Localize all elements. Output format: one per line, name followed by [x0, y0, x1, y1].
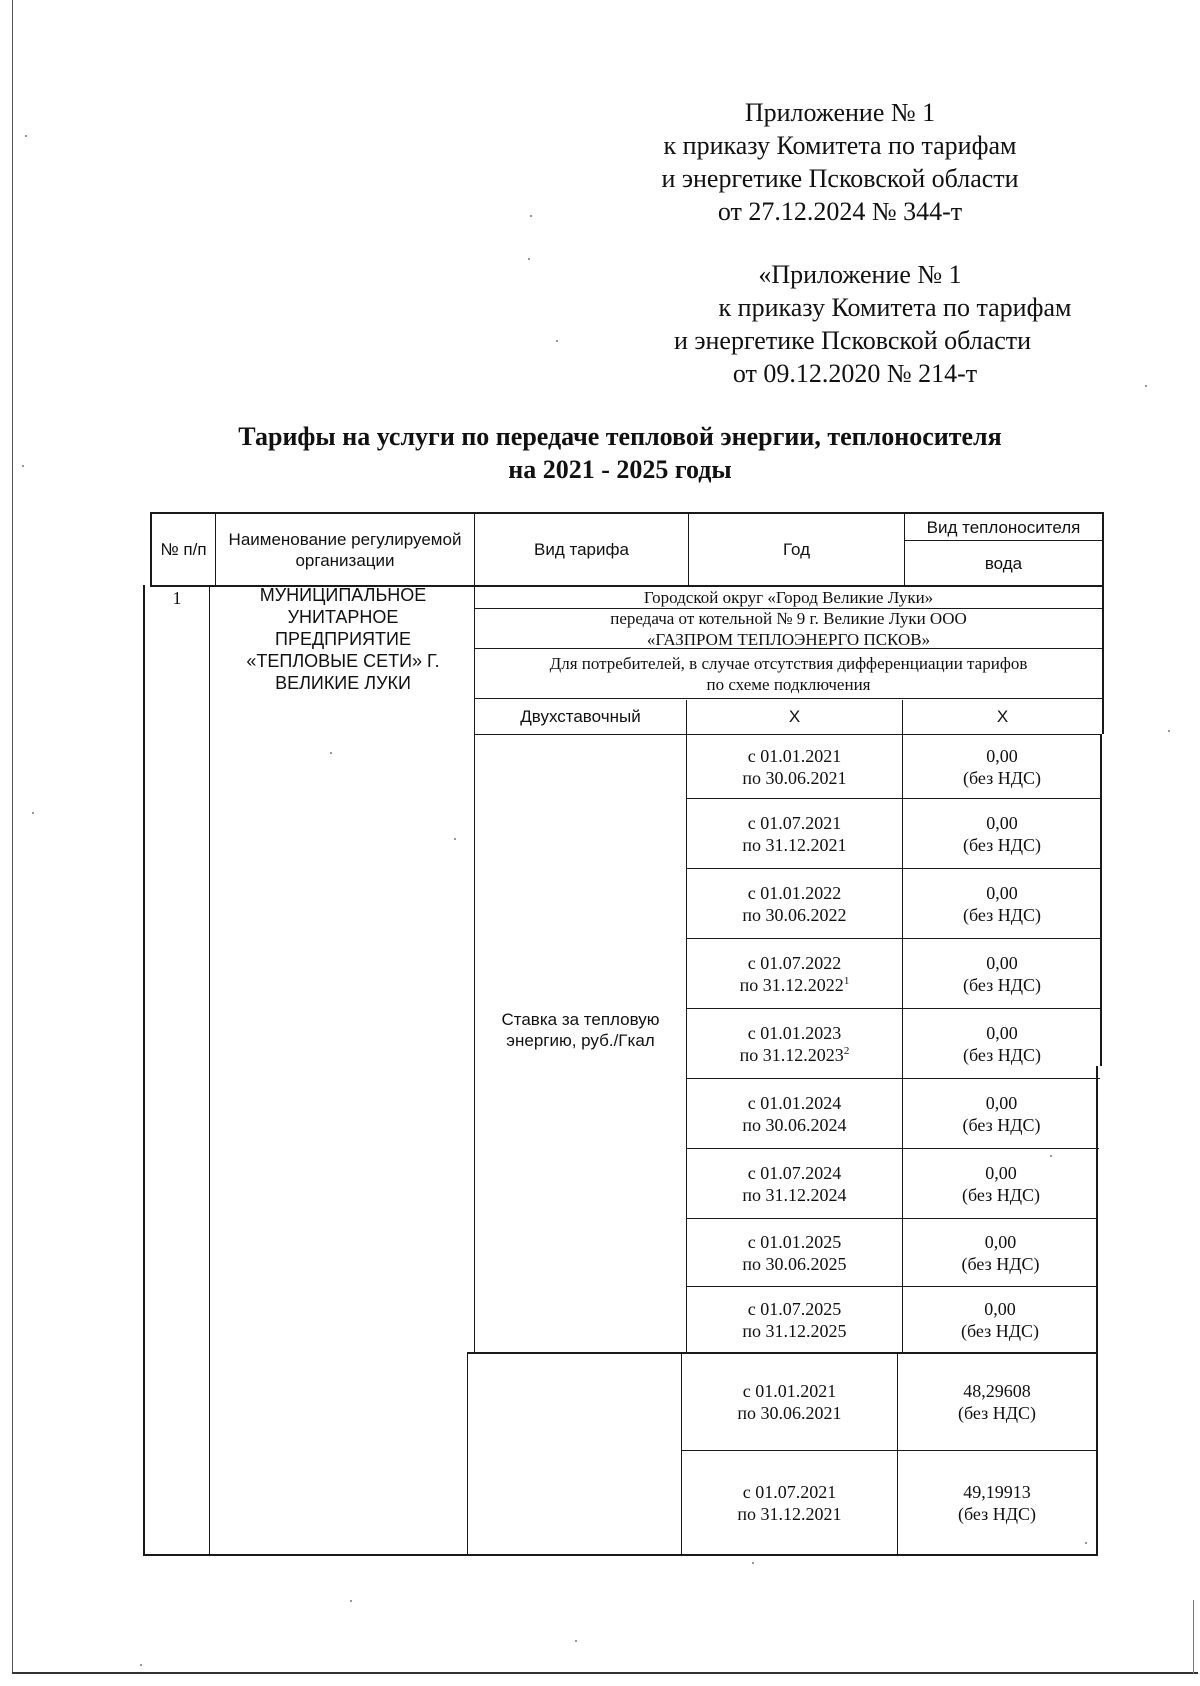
value-note: (без НДС)	[957, 1403, 1036, 1423]
period-to: по 30.06.2025	[742, 1253, 847, 1274]
appendix-header-line: к приказу Комитета по тарифам	[663, 131, 1017, 160]
rate-value	[903, 869, 1101, 938]
header-org: Наименование регулируемой организации	[228, 529, 462, 570]
value-number: 49,19913	[963, 1481, 1031, 1502]
rate-period	[687, 1009, 902, 1078]
value-note: (без НДС)	[962, 904, 1041, 925]
previous-header-line: «Приложение № 1	[758, 260, 962, 289]
value-number: 0,00	[985, 1162, 1017, 1183]
value-number: 48,29608	[963, 1381, 1031, 1401]
rate-period	[687, 1149, 902, 1218]
scan-speck	[1050, 1155, 1052, 1157]
energy-rate-label: Ставка за тепловую энергию, руб./Гкал	[501, 1010, 660, 1050]
value-note: (без НДС)	[961, 1184, 1040, 1205]
scan-speck	[330, 752, 332, 754]
footnote-mark: 1	[843, 974, 850, 987]
period-from: с 01.07.2022	[747, 952, 842, 973]
header-tariff-type: Вид тарифа	[534, 540, 629, 559]
rate-period	[687, 735, 902, 798]
column-divider	[209, 585, 210, 1555]
period-to: по 30.06.2021	[737, 1403, 842, 1423]
value-number: 0,00	[986, 952, 1018, 973]
scan-speck	[454, 838, 456, 840]
period-to: по 31.12.2025	[742, 1320, 847, 1341]
period-to: по 31.12.2023	[739, 1044, 844, 1065]
footnote-mark: 2	[843, 1044, 850, 1057]
appendix-header	[610, 96, 1070, 228]
rate-value	[903, 799, 1101, 868]
rate-value	[903, 735, 1101, 798]
scan-speck	[32, 812, 34, 814]
period-to: по 30.06.2021	[742, 767, 847, 788]
period-to: по 30.06.2024	[742, 1114, 847, 1135]
scan-speck	[1168, 730, 1170, 732]
period-from: с 01.01.2023	[747, 1022, 842, 1043]
rate-period	[682, 1451, 897, 1554]
period-to: по 31.12.2024	[742, 1184, 847, 1205]
value-note: (без НДС)	[960, 1320, 1039, 1341]
scan-speck	[140, 1664, 142, 1666]
consumer-group: Для потребителей, в случае отсутствия дифференциации тарифов по схеме подключения	[549, 653, 1028, 694]
period-to: по 31.12.2021	[737, 1503, 842, 1524]
scan-speck	[528, 258, 530, 260]
period-from: с 01.01.2025	[747, 1231, 842, 1252]
header-carrier-sub: вода	[984, 553, 1023, 573]
appendix-header-line: и энергетике Псковской области	[661, 164, 1019, 193]
page-border-left	[12, 0, 13, 1672]
table-border-left	[143, 585, 145, 1555]
scan-speck	[25, 135, 27, 137]
scan-speck	[556, 340, 558, 342]
period-from: с 01.01.2021	[747, 745, 842, 766]
previous-header-line: к приказу Комитета по тарифам	[718, 293, 1072, 322]
title-line-2: на 2021 - 2025 годы	[508, 455, 732, 484]
scan-speck	[1085, 1542, 1087, 1544]
scan-speck	[575, 1640, 577, 1642]
two-part-tariff: Двухставочный	[520, 707, 641, 726]
period-from: с 01.01.2024	[747, 1092, 842, 1113]
period-from: с 01.07.2025	[747, 1298, 842, 1319]
table-border-right	[1102, 512, 1104, 734]
rate-value	[903, 1149, 1099, 1218]
row-number: 1	[172, 588, 182, 608]
value-note: (без НДС)	[962, 974, 1041, 995]
page-border-bottom	[12, 1672, 1198, 1674]
rate-period	[687, 1219, 902, 1286]
value-note: (без НДС)	[962, 834, 1041, 855]
title-line-1: Тарифы на услуги по передаче тепловой энергии, теплоносителя	[238, 422, 1002, 451]
document-title	[180, 420, 1060, 486]
period-from: с 01.07.2021	[747, 812, 842, 833]
scan-speck	[1145, 385, 1147, 387]
two-part-year: Х	[788, 707, 801, 726]
previous-header-line: от 09.12.2020 № 214-т	[732, 359, 978, 388]
value-number: 0,00	[985, 1092, 1018, 1113]
rate-value	[898, 1354, 1096, 1450]
rate-period	[687, 1079, 902, 1148]
scan-speck	[530, 215, 532, 217]
rate-value	[903, 1219, 1098, 1286]
rate-period	[687, 869, 902, 938]
organization-name: МУНИЦИПАЛЬНОЕ УНИТАРНОЕ ПРЕДПРИЯТИЕ «ТЕПЛОВЫЕ СЕТИ» Г. ВЕЛИКИЕ ЛУКИ	[246, 585, 440, 693]
two-part-value: Х	[996, 707, 1009, 726]
value-note: (без НДС)	[962, 1044, 1041, 1065]
period-to: по 31.12.2022	[739, 974, 844, 995]
scan-speck	[22, 465, 24, 467]
period-to-line	[740, 1044, 850, 1066]
rate-value	[903, 1079, 1100, 1148]
period-to-line	[740, 974, 850, 996]
value-note: (без НДС)	[962, 767, 1041, 788]
page-border-right	[1193, 1600, 1194, 1674]
header-year: Год	[782, 540, 811, 559]
header-carrier: Вид теплоносителя	[926, 517, 1081, 537]
rate-period	[687, 939, 902, 1008]
appendix-header-line: Приложение № 1	[744, 98, 936, 127]
value-note: (без НДС)	[957, 1503, 1036, 1524]
period-to: по 31.12.2021	[742, 834, 847, 855]
value-note: (без НДС)	[961, 1253, 1040, 1274]
value-note: (без НДС)	[962, 1114, 1041, 1135]
scan-speck	[350, 1600, 352, 1602]
appendix-header-line: от 27.12.2024 № 344-т	[717, 197, 963, 226]
header-num: № п/п	[160, 540, 207, 559]
transfer-source: передача от котельной № 9 г. Великие Луки ООО «ГАЗПРОМ ТЕПЛОЭНЕРГО ПСКОВ»	[610, 608, 967, 649]
value-number: 0,00	[984, 1231, 1017, 1252]
period-from: с 01.01.2021	[742, 1381, 837, 1401]
value-number: 0,00	[986, 745, 1018, 766]
previous-header-line: и энергетике Псковской области	[673, 326, 1032, 355]
value-number: 0,00	[986, 812, 1018, 833]
previous-appendix-header	[630, 258, 1100, 390]
period-to: по 30.06.2022	[742, 904, 847, 925]
rate-value	[903, 939, 1101, 1008]
rate-value	[903, 1287, 1097, 1352]
value-number: 0,00	[986, 882, 1018, 903]
rate-value	[903, 1009, 1101, 1078]
period-from: с 01.01.2022	[747, 882, 842, 903]
rate-period	[687, 1287, 902, 1352]
rate-period	[682, 1354, 897, 1450]
rate-period	[687, 799, 902, 868]
table-border-bottom	[143, 1554, 1098, 1556]
value-number: 0,00	[984, 1298, 1016, 1319]
scan-speck	[752, 1562, 754, 1564]
value-number: 0,00	[986, 1022, 1018, 1043]
rate-value	[898, 1451, 1096, 1554]
period-from: с 01.07.2021	[742, 1481, 837, 1502]
period-from: с 01.07.2024	[747, 1162, 842, 1183]
district-name: Городской округ «Город Великие Луки»	[643, 588, 934, 607]
column-divider	[467, 1352, 468, 1555]
